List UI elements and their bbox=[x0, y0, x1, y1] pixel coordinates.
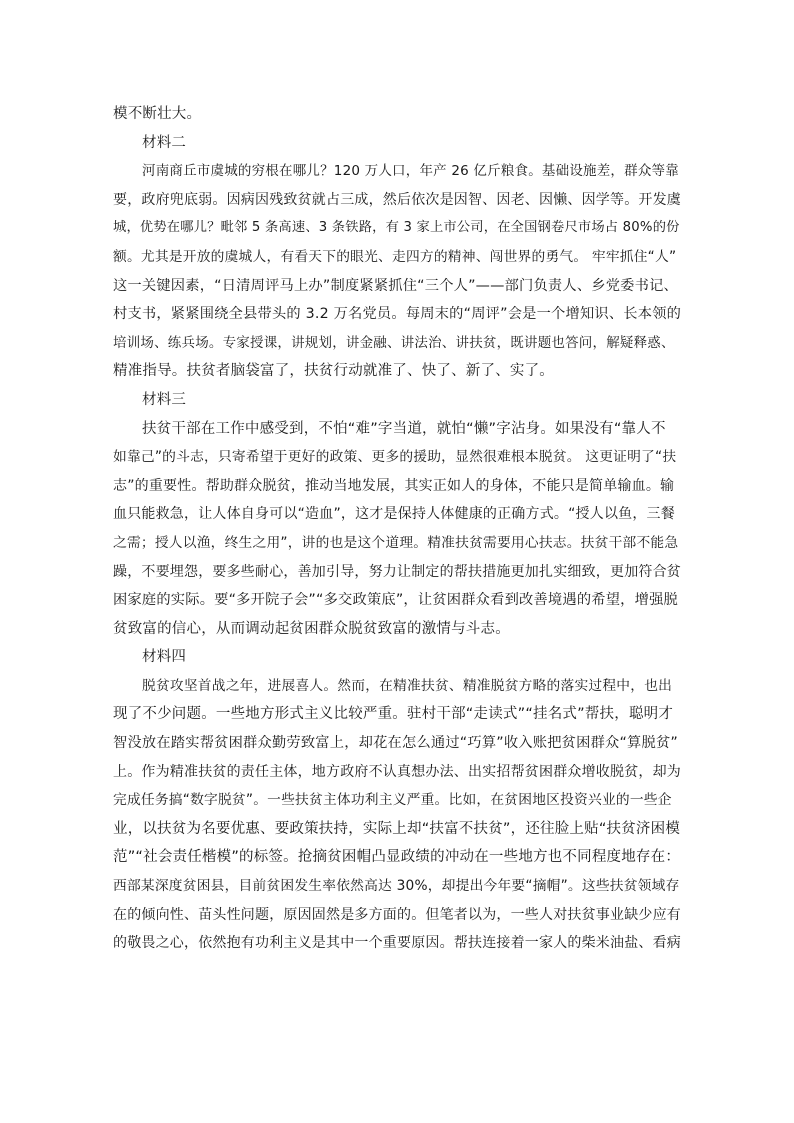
section-heading: 材料四 bbox=[142, 649, 187, 666]
paragraph-line: 如靠己”的斗志，只寄希望于更好的政策、更多的援助，显然很难根本脱贫。 这更证明了“扶 bbox=[113, 449, 677, 466]
paragraph-line: 精准指导。扶贫者脑袋富了，扶贫行动就准了、快了、新了、实了。 bbox=[113, 363, 554, 380]
paragraph-line: 血只能救急，让人体自身可以“造血”，这才是保持人体健康的正确方式。“授人以鱼，三餐 bbox=[113, 506, 675, 523]
text-lines bbox=[113, 100, 681, 958]
paragraph-line: 模不断壮大。 bbox=[113, 106, 202, 122]
paragraph-line: 贫致富的信心，从而调动起贫困群众脱贫致富的激情与斗志。 bbox=[113, 620, 510, 637]
paragraph-line: 脱贫攻坚首战之年，进展喜人。然而，在精准扶贫、精准脱贫方略的落实过程中，也出 bbox=[142, 677, 673, 694]
paragraph-line: 西部某深度贫困县，目前贫困发生率依然高达 30%，却提出今年要“摘帽”。这些扶贫领域存 bbox=[113, 878, 680, 895]
paragraph-line: 范”“社会责任楷模”的标签。抢摘贫困帽凸显政绩的冲动在一些地方也不同程度地存在： bbox=[113, 849, 681, 866]
paragraph-line: 志”的重要性。帮助群众脱贫，推动当地发展，其实正如人的身体，不能只是简单输血。输 bbox=[113, 477, 675, 494]
paragraph-line: 在的倾向性、苗头性问题，原因固然是多方面的。但笔者以为，一些人对扶贫事业缺少应有 bbox=[113, 906, 681, 923]
section-heading: 材料三 bbox=[142, 391, 187, 408]
paragraph-line: 业，以扶贫为名要优惠、要政策扶持，实际上却“扶富不扶贫”，还往脸上贴“扶贫济困模 bbox=[113, 820, 681, 837]
paragraph-line: 扶贫干部在工作中感受到，不怕“难”字当道，就怕“懒”字沾身。如果没有“靠人不 bbox=[142, 420, 666, 437]
paragraph-line: 要，政府兜底弱。因病因残致贫就占三成，然后依次是因智、因老、因懒、因学等。开发虞 bbox=[113, 191, 681, 208]
paragraph-line: 城，优势在哪儿？毗邻 5 条高速、3 条铁路，有 3 家上市公司，在全国钢卷尺市场占 80%的份 bbox=[113, 220, 680, 236]
section-heading: 材料二 bbox=[142, 134, 187, 151]
paragraph-line: 困家庭的实际。要“多开院子会”“多交政策底”，让贫困群众看到改善境遇的希望，增强脱 bbox=[113, 592, 678, 609]
document-body bbox=[113, 100, 681, 958]
paragraph-line: 额。尤其是开放的虞城人，有看天下的眼光、走四方的精神、闯世界的勇气。 牢牢抓住“人” bbox=[113, 248, 677, 265]
paragraph-line: 之需；授人以渔，终生之用”，讲的也是这个道理。精准扶贫需要用心扶志。扶贫干部不能急 bbox=[113, 534, 679, 551]
paragraph-line: 村支书，紧紧围绕全县带头的 3.2 万名党员。每周末的“周评”会是一个增知识、长本领的 bbox=[113, 306, 682, 323]
paragraph-line: 培训场、练兵场。专家授课，讲规划，讲金融、讲法治、讲扶贫，既讲题也答问，解疑释惑、 bbox=[113, 334, 675, 351]
paragraph-line: 河南商丘市虞城的穷根在哪儿？120 万人口，年产 26 亿斤粮食。基础设施差，群众等靠 bbox=[142, 163, 679, 180]
paragraph-line: 的敬畏之心，依然抱有功利主义是其中一个重要原因。帮扶连接着一家人的柴米油盐、看病 bbox=[113, 935, 681, 952]
paragraph-line: 智没放在踏实帮贫困群众勤劳致富上，却花在怎么通过“巧算”收入账把贫困群众“算脱贫” bbox=[113, 735, 678, 752]
paragraph-line: 完成任务搞“数字脱贫”。一些扶贫主体功利主义严重。比如，在贫困地区投资兴业的一些企 bbox=[113, 792, 672, 809]
paragraph-line: 现了不少问题。一些地方形式主义比较严重。驻村干部“走读式”“挂名式”帮扶，聪明才 bbox=[113, 706, 674, 723]
paragraph-line: 上。作为精准扶贫的责任主体，地方政府不认真想办法、出实招帮贫困群众增收脱贫，却为 bbox=[113, 763, 681, 780]
paragraph-line: 躁，不要埋怨，要多些耐心，善加引导，努力让制定的帮扶措施更加扎实细致，更加符合贫 bbox=[113, 563, 681, 580]
paragraph-line: 这一关键因素，“日清周评马上办”制度紧紧抓住“三个人”——部门负责人、乡党委书记、 bbox=[113, 277, 678, 294]
